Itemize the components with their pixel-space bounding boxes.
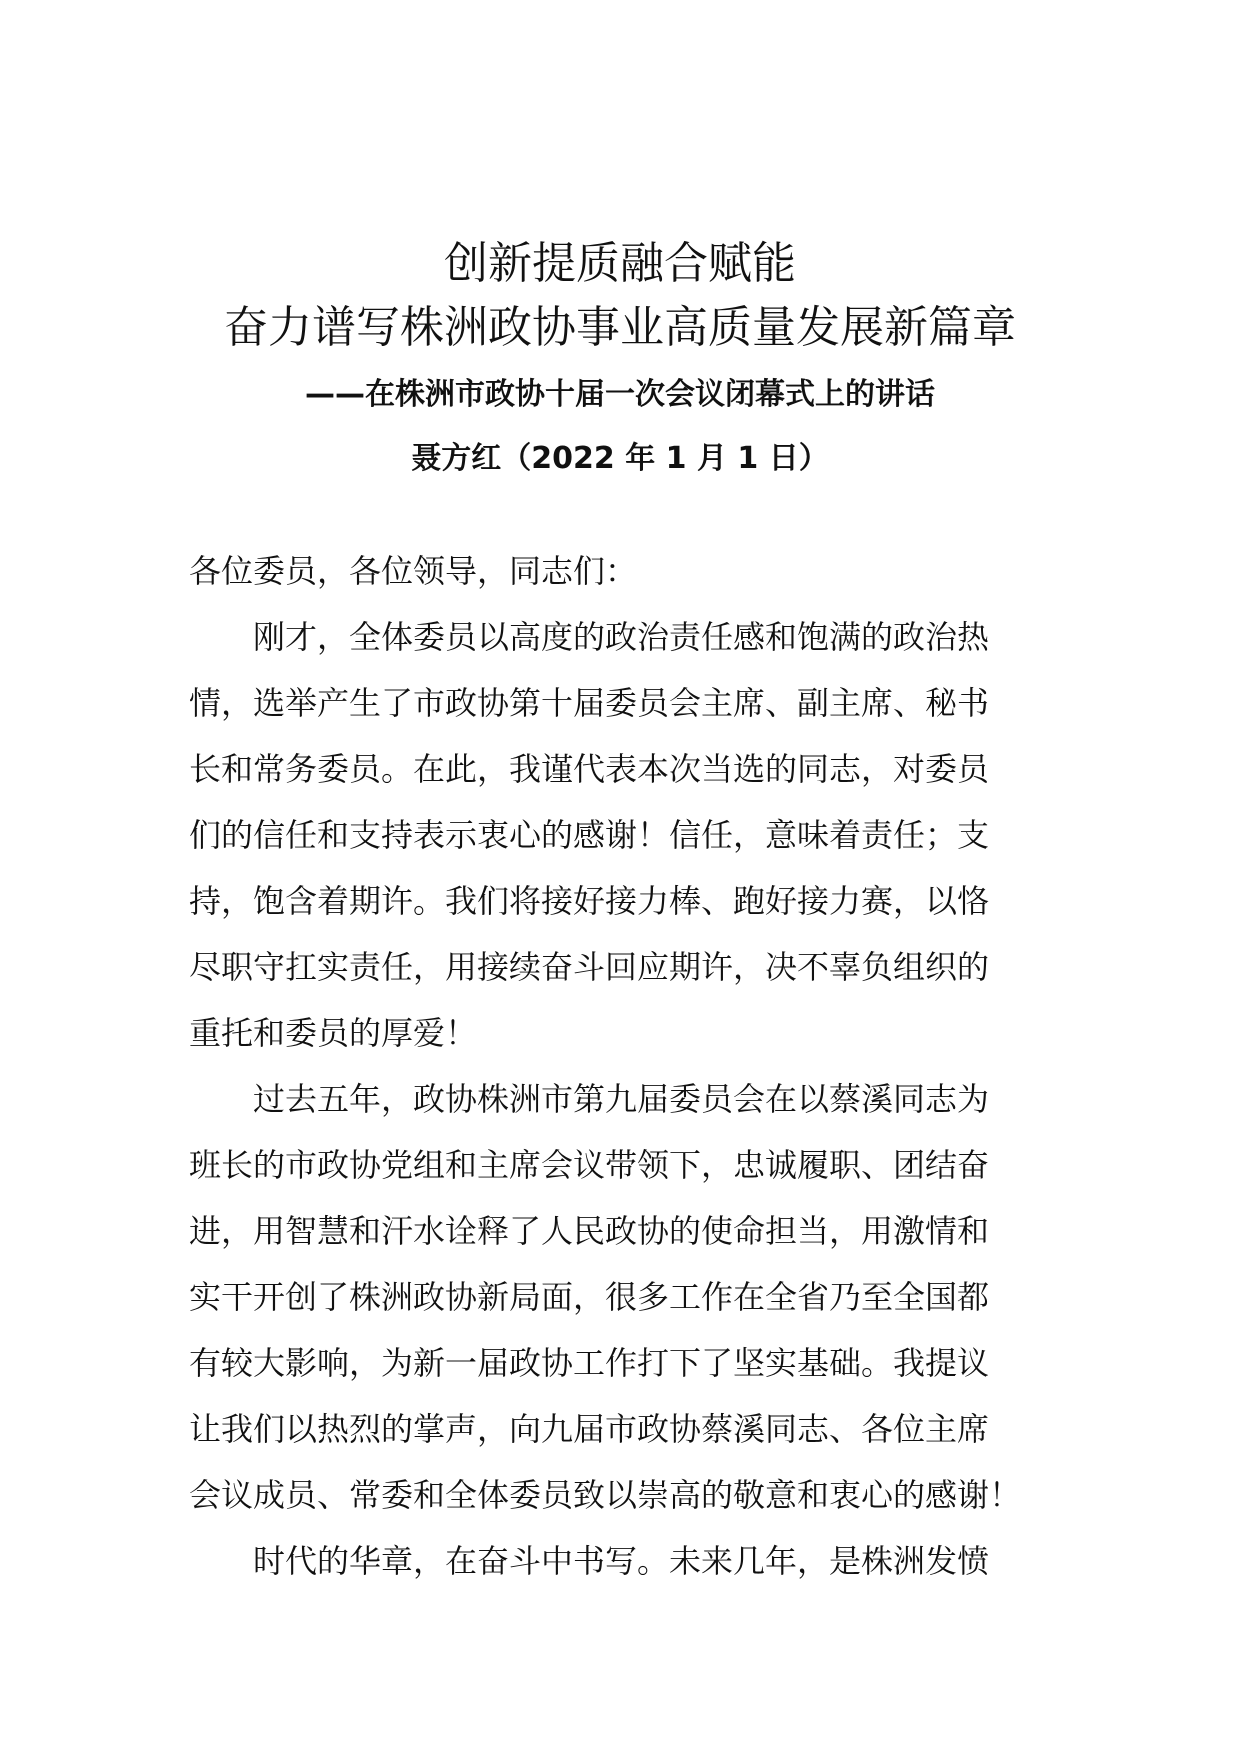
body-line: 持，饱含着期许。我们将接好接力棒、跑好接力赛，以恪	[189, 882, 990, 920]
body-line: 实干开创了株洲政协新局面，很多工作在全省乃至全国都	[189, 1278, 990, 1316]
body-line: 有较大影响，为新一届政协工作打下了坚实基础。我提议	[189, 1344, 990, 1382]
body-line: 时代的华章，在奋斗中书写。未来几年，是株洲发愤	[189, 1542, 990, 1580]
salutation: 各位委员，各位领导，同志们：	[189, 552, 638, 590]
body-line: 刚才，全体委员以高度的政治责任感和饱满的政治热	[189, 618, 990, 656]
body-line: 进，用智慧和汗水诠释了人民政协的使命担当，用激情和	[189, 1212, 990, 1250]
body-line: 班长的市政协党组和主席会议带领下，忠诚履职、团结奋	[189, 1146, 990, 1184]
body-line: 让我们以热烈的掌声，向九届市政协蔡溪同志、各位主席	[189, 1410, 990, 1448]
body-line: 过去五年，政协株洲市第九届委员会在以蔡溪同志为	[189, 1080, 990, 1118]
body-line: 们的信任和支持表示衷心的感谢！信任，意味着责任；支	[189, 816, 990, 854]
body-line: 会议成员、常委和全体委员致以崇高的敬意和衷心的感谢！	[189, 1476, 1022, 1514]
body-line: 尽职守扛实责任，用接续奋斗回应期许，决不辜负组织的	[189, 948, 990, 986]
body-line: 重托和委员的厚爱！	[189, 1014, 478, 1052]
author-date-line: 聂方红（2022 年 1 月 1 日）	[411, 441, 829, 476]
document-subtitle: ——在株洲市政协十届一次会议闭幕式上的讲话	[305, 377, 935, 412]
body-line: 长和常务委员。在此，我谨代表本次当选的同志，对委员	[189, 750, 990, 788]
body-line: 情，选举产生了市政协第十届委员会主席、副主席、秘书	[189, 684, 990, 722]
document-title-line-2: 奋力谱写株洲政协事业高质量发展新篇章	[224, 302, 1016, 353]
document-title-line-1: 创新提质融合赋能	[444, 238, 796, 289]
